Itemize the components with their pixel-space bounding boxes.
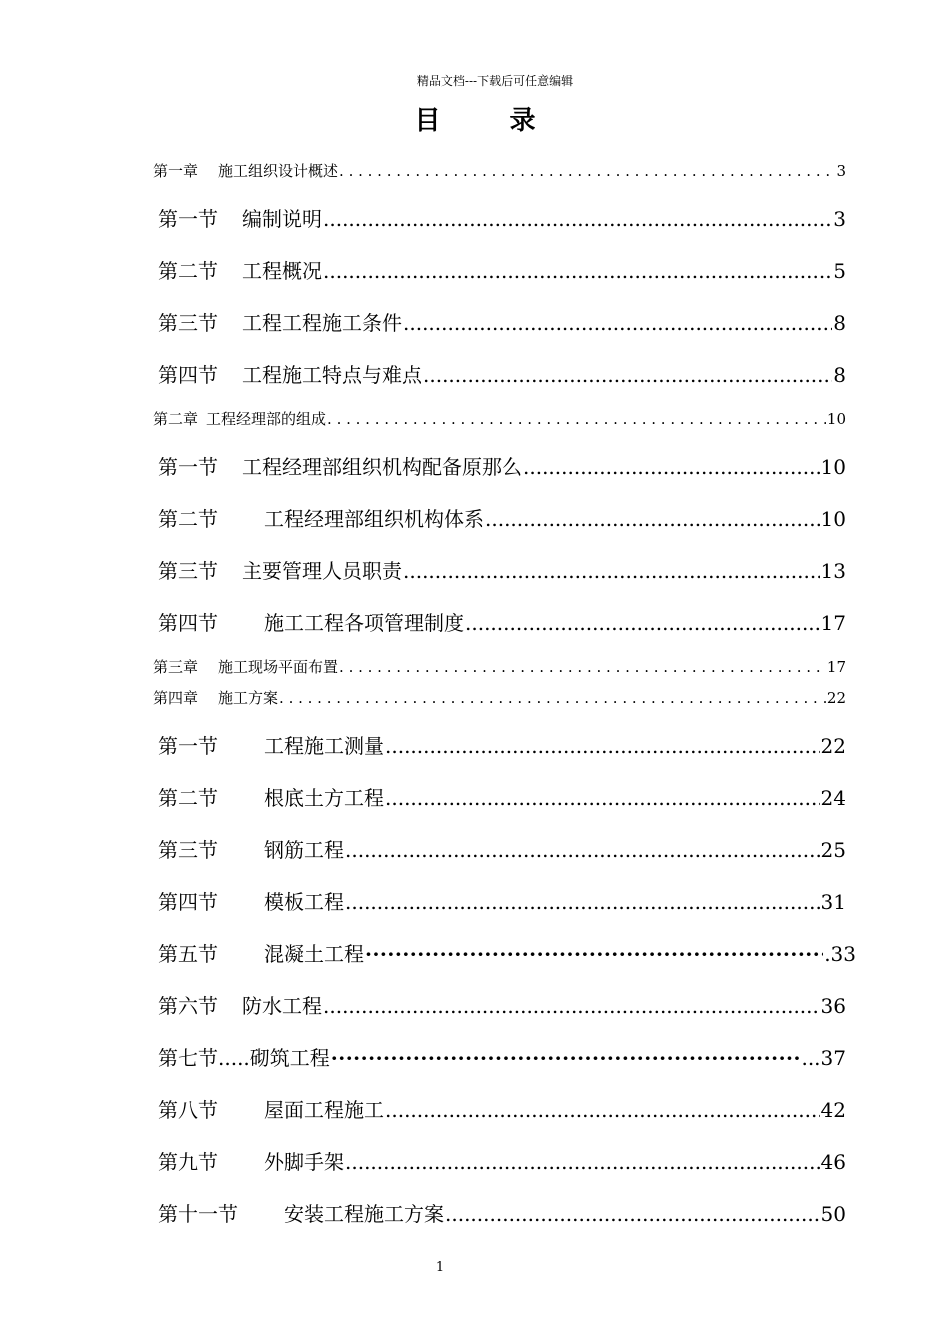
section-title: 工程概况 [242,259,322,283]
page-ref: 50 [820,1202,846,1226]
section-number: 第五节 [158,942,218,966]
section-number: 第六节 [158,994,218,1018]
toc-section-4-8[interactable] [158,1094,846,1124]
page-ref: 42 [820,1098,846,1122]
section-number: 第十一节 [158,1202,238,1226]
section-number: 第九节 [158,1150,218,1174]
chapter-number: 第二章 [153,410,199,428]
section-number: 第三节 [158,838,218,862]
page-number: 1 [435,1260,445,1275]
section-number: 第四节 [158,611,218,635]
toc-section-4-5[interactable] [158,938,856,968]
section-number: 第二节 [158,507,218,531]
toc-section-2-1[interactable] [158,451,846,481]
dot-leader [403,311,832,335]
dot-leader [339,162,835,180]
dot-leader [323,207,832,231]
page-ref: 22 [826,689,846,707]
page-ref: 17 [820,611,846,635]
dot-leader [345,838,820,862]
toc-chapter-3[interactable] [153,656,846,678]
dot-leader [403,559,820,583]
section-number: 第一节 [158,734,218,758]
section-title: 工程经理部组织机构配备原那么 [242,455,522,479]
dot-leader [385,734,820,758]
dot-leader [365,942,823,966]
toc-chapter-1[interactable] [153,160,846,182]
section-title: 主要管理人员职责 [242,559,402,583]
section-title: 钢筋工程 [264,838,344,862]
page-ref: 10 [826,410,846,428]
section-title: 工程工程施工条件 [242,311,402,335]
chapter-title: 施工方案 [218,689,279,707]
dot-leader [385,786,820,810]
dot-leader [323,994,820,1018]
toc-section-4-3[interactable] [158,834,846,864]
section-title: 模板工程 [264,890,344,914]
section-number: 第二节 [158,259,218,283]
page-ref: 10 [820,507,846,531]
section-title: 编制说明 [242,207,322,231]
chapter-title: 施工现场平面布置 [218,658,339,676]
dot-leader [465,611,820,635]
section-title: 工程经理部组织机构体系 [264,507,484,531]
toc-chapter-4[interactable] [153,687,846,709]
toc-title: 目 录 [414,106,566,136]
section-number: 第三节 [158,311,218,335]
section-title: 施工工程各项管理制度 [264,611,464,635]
section-title: 安装工程施工方案 [284,1202,444,1226]
page-ref: 24 [820,786,846,810]
page-ref: 5 [833,259,846,283]
page-ref: 31 [820,890,846,914]
toc-section-1-2[interactable] [158,255,846,285]
toc-section-1-1[interactable] [158,203,846,233]
toc-section-4-2[interactable] [158,782,846,812]
page-ref: ...37 [801,1046,846,1070]
section-number: 第三节 [158,559,218,583]
dot-leader [327,410,826,428]
dot-leader [423,363,832,387]
toc-section-2-2[interactable] [158,503,846,533]
chapter-title: 工程经理部的组成 [206,410,327,428]
toc-section-4-11[interactable] [158,1198,846,1228]
section-number: 第四节 [158,363,218,387]
section-title: 工程施工特点与难点 [242,363,422,387]
dot-leader [445,1202,820,1226]
toc-section-2-3[interactable] [158,555,846,585]
page-header: 精品文档---下载后可任意编辑 [416,74,574,88]
section-number: 第二节 [158,786,218,810]
section-title: 外脚手架 [264,1150,344,1174]
section-title: 防水工程 [242,994,322,1018]
page-ref: 46 [820,1150,846,1174]
page-ref: 3 [833,207,846,231]
page-ref: 8 [833,311,846,335]
toc-section-4-4[interactable] [158,886,846,916]
page-ref: 17 [826,658,846,676]
section-number: 第一节 [158,455,218,479]
chapter-number: 第三章 [153,658,199,676]
dot-leader [523,455,820,479]
toc-section-1-4[interactable] [158,359,846,389]
section-number: 第一节 [158,207,218,231]
section-title: 砌筑工程 [249,1046,330,1070]
dot-leader [345,890,820,914]
page-ref: .33 [824,942,856,966]
toc-section-4-9[interactable] [158,1146,846,1176]
dot-leader [331,1046,801,1070]
toc-section-2-4[interactable] [158,607,846,637]
page-ref: 13 [820,559,846,583]
section-number: 第八节 [158,1098,218,1122]
section-title: 工程施工测量 [264,734,384,758]
section-number: 第四节 [158,890,218,914]
page-ref: 8 [833,363,846,387]
toc-section-1-3[interactable] [158,307,846,337]
toc-section-4-7[interactable] [158,1042,846,1072]
page-ref: 3 [836,162,846,180]
section-title: 根底土方工程 [264,786,384,810]
page-ref: 25 [820,838,846,862]
section-title: 混凝土工程 [264,942,364,966]
chapter-number: 第一章 [153,162,199,180]
dot-leader [279,689,826,707]
dot-leader [345,1150,820,1174]
dot-leader [323,259,832,283]
chapter-title: 施工组织设计概述 [218,162,339,180]
toc-section-4-1[interactable] [158,730,846,760]
section-number: 第七节..... [158,1046,250,1070]
page-ref: 36 [820,994,846,1018]
page-ref: 22 [820,734,846,758]
dot-leader [339,658,826,676]
section-title: 屋面工程施工 [264,1098,384,1122]
chapter-number: 第四章 [153,689,199,707]
dot-leader [485,507,820,531]
toc-chapter-2[interactable] [153,408,846,430]
dot-leader [385,1098,820,1122]
page-ref: 10 [820,455,846,479]
toc-section-4-6[interactable] [158,990,846,1020]
